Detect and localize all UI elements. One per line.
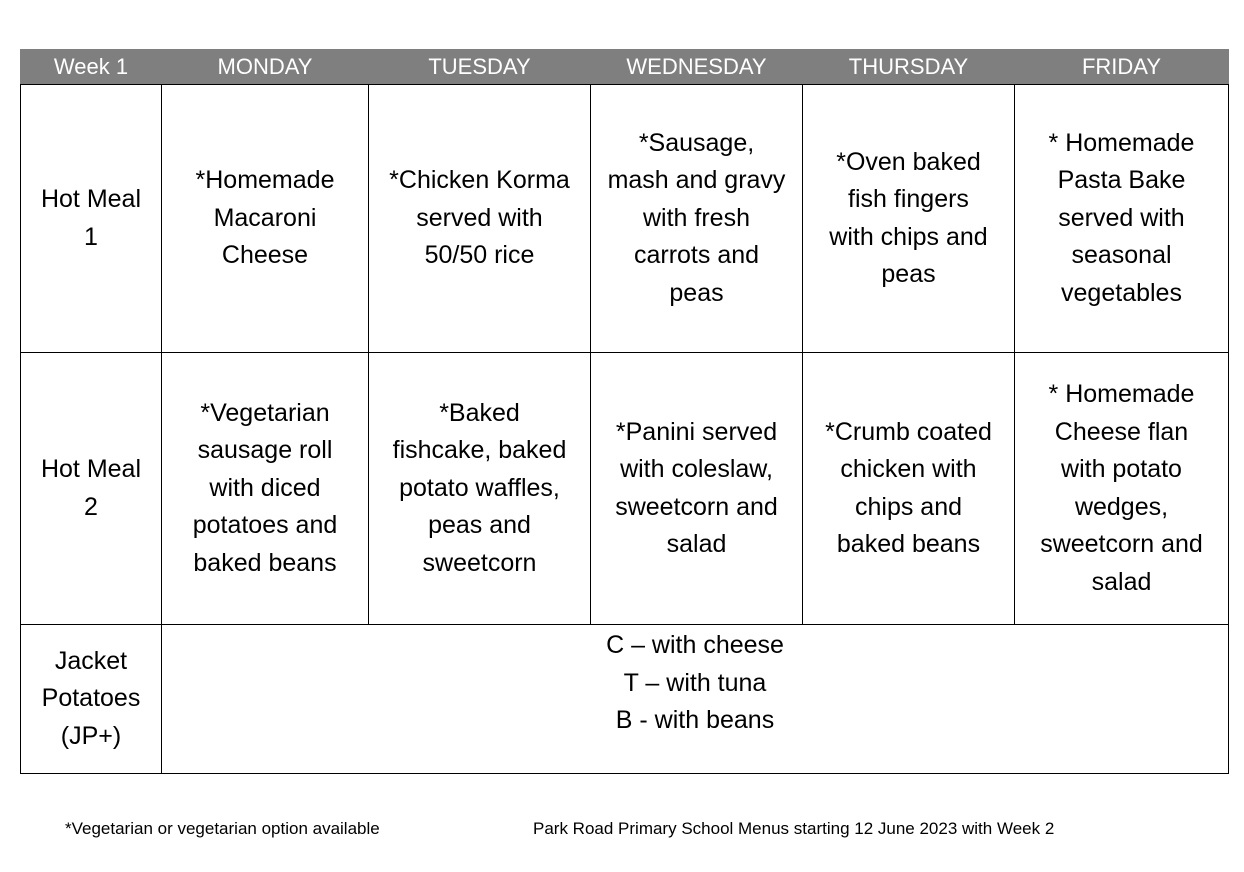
jacket-potato-options — [162, 625, 1229, 774]
jp-option-cheese: C – with cheese — [606, 631, 784, 659]
dish-text: *Panini served with coleslaw, sweetcorn and salad — [615, 417, 778, 558]
jacket-potatoes-row — [21, 625, 1229, 774]
hot-meal-1-wednesday — [591, 85, 803, 353]
hot-meal-2-monday — [162, 353, 369, 625]
day-header-tuesday: TUESDAY — [369, 50, 591, 85]
hot-meal-1-monday — [162, 85, 369, 353]
jp-option-beans: B - with beans — [615, 706, 775, 734]
day-header-friday: FRIDAY — [1015, 50, 1229, 85]
hot-meal-2-wednesday — [591, 353, 803, 625]
hot-meal-2-friday — [1015, 353, 1229, 625]
hot-meal-2-tuesday — [369, 353, 591, 625]
dish-text: *Oven baked fish fingers with chips and peas — [829, 147, 988, 288]
dish-text: *Baked fishcake, baked potato waffles, peas and sweetcorn — [392, 398, 567, 577]
hot-meal-1-label: Hot Meal 1 — [21, 85, 162, 353]
hot-meal-1-row — [21, 85, 1229, 353]
menu-start-note: Park Road Primary School Menus starting 12 June 2023 with Week 2 — [533, 819, 1055, 838]
hot-meal-1-friday — [1015, 85, 1229, 353]
dish-text: *Crumb coated chicken with chips and baked beans — [825, 417, 992, 558]
week-label: Week 1 — [21, 50, 162, 85]
hot-meal-1-thursday — [803, 85, 1015, 353]
dish-text: *Vegetarian sausage roll with diced potatoes and baked beans — [192, 398, 338, 577]
hot-meal-1-tuesday — [369, 85, 591, 353]
vegetarian-footnote: *Vegetarian or vegetarian option available — [65, 819, 380, 838]
header-row — [21, 50, 1229, 85]
jp-option-tuna: T – with tuna — [623, 668, 767, 697]
jacket-potatoes-label: Jacket Potatoes (JP+) — [21, 625, 162, 774]
hot-meal-2-row — [21, 353, 1229, 625]
dish-text: *Homemade Macaroni Cheese — [195, 166, 335, 270]
hot-meal-2-thursday — [803, 353, 1015, 625]
day-header-wednesday: WEDNESDAY — [591, 50, 803, 85]
menu-table — [20, 49, 1229, 774]
dish-text: * Homemade Pasta Bake served with seasonal vegetables — [1048, 128, 1195, 307]
dish-text: *Sausage, mash and gravy with fresh carrots and peas — [607, 128, 786, 307]
day-header-thursday: THURSDAY — [803, 50, 1015, 85]
dish-text: * Homemade Cheese flan with potato wedges, sweetcorn and salad — [1040, 380, 1203, 596]
dish-text: *Chicken Korma served with 50/50 rice — [389, 166, 570, 270]
day-header-monday: MONDAY — [162, 50, 369, 85]
hot-meal-2-label: Hot Meal 2 — [21, 353, 162, 625]
